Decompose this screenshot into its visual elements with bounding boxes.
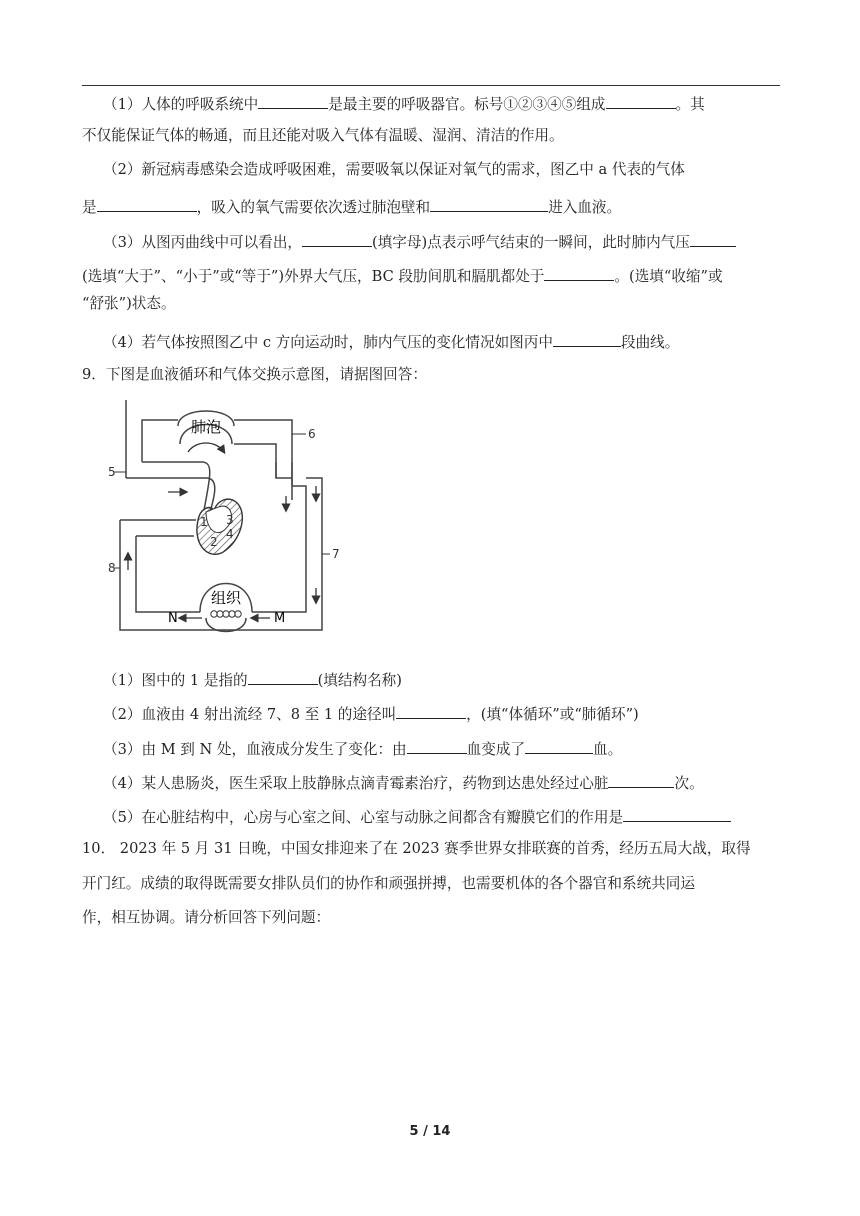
- q9-part5: [103, 805, 731, 828]
- answer-blank[interactable]: [97, 195, 197, 212]
- text: ，(填“体循环”或“肺循环”): [466, 706, 639, 723]
- q10-line2: 开门红。成绩的取得既需要女排队员们的协作和顽强拼搏，也需要机体的各个器官和系统共同运: [82, 875, 695, 892]
- text: 血变成了: [466, 741, 526, 758]
- text: 。其: [675, 96, 705, 113]
- q9-title: 9．下图是血液循环和气体交换示意图，请据图回答：: [82, 366, 427, 383]
- label-6: 6: [308, 427, 316, 441]
- text: 段曲线。: [620, 334, 680, 351]
- label-8: 8: [108, 561, 116, 575]
- text: （3）由 M 到 N 处，血液成分发生了变化：由: [103, 741, 407, 758]
- q9-part3: [103, 737, 622, 760]
- text: 是: [82, 199, 97, 216]
- label-7: 7: [332, 547, 340, 561]
- vessel-6-outer: [234, 420, 306, 568]
- text: （4）某人患肠炎，医生采取上肢静脉点滴青霉素治疗，药物到达患处经过心脏: [103, 775, 609, 792]
- text: 进入血液。: [548, 199, 622, 216]
- answer-blank[interactable]: [407, 737, 467, 754]
- q8-part4: [103, 330, 679, 353]
- q10-line3: 作，相互协调。请分析回答下列问题：: [82, 909, 331, 926]
- blood-circulation-diagram: [106, 400, 346, 636]
- label-n: N: [168, 611, 178, 626]
- label-1: 1: [200, 515, 208, 529]
- q8-part1-line2: 不仅能保证气体的畅通，而且还能对吸入气体有温暖、湿润、清洁的作用。: [82, 127, 564, 144]
- answer-blank[interactable]: [248, 668, 318, 685]
- text: （1）人体的呼吸系统中: [103, 96, 259, 113]
- text: 是最主要的呼吸器官。标号①②③④⑤组成: [328, 96, 606, 113]
- q8-part3-line1: [103, 230, 736, 253]
- answer-blank[interactable]: [553, 330, 621, 347]
- text: (填字母)点表示呼气结束的一瞬间，此时肺内气压: [372, 234, 690, 251]
- q8-part2-line2: [82, 195, 621, 218]
- q8-part1-line1: [103, 92, 705, 115]
- text: 次。: [674, 775, 704, 792]
- answer-blank[interactable]: [690, 230, 736, 247]
- q9-part4: [103, 771, 704, 794]
- text: 血。: [593, 741, 623, 758]
- label-4: 4: [226, 527, 234, 541]
- text: （5）在心脏结构中，心房与心室之间、心室与动脉之间都含有瓣膜它们的作用是: [103, 809, 624, 826]
- label-m: M: [274, 611, 286, 626]
- text: (填结构名称): [317, 672, 402, 689]
- answer-blank[interactable]: [396, 702, 466, 719]
- q8-part2-line1: （2）新冠病毒感染会造成呼吸困难，需要吸氧以保证对氧气的需求，图乙中 a 代表的气体: [103, 161, 685, 178]
- tissue-label: 组织: [210, 589, 242, 607]
- tissue-cells-icon: [211, 611, 241, 617]
- header-rule: [82, 85, 780, 86]
- label-5: 5: [108, 465, 116, 479]
- text: （4）若气体按照图乙中 c 方向运动时，肺内气压的变化情况如图丙中: [103, 334, 553, 351]
- q8-part3-line3: “舒张”)状态。: [82, 295, 176, 312]
- q8-part3-line2: [82, 264, 723, 287]
- answer-blank[interactable]: [623, 805, 731, 822]
- gas-exchange-arrow: [188, 443, 224, 452]
- page-number: 5 / 14: [409, 1124, 451, 1139]
- label-3: 3: [226, 513, 234, 527]
- answer-blank[interactable]: [430, 195, 548, 212]
- answer-blank[interactable]: [302, 230, 372, 247]
- answer-blank[interactable]: [608, 771, 674, 788]
- text: 。(选填“收缩”或: [614, 268, 723, 285]
- text: ，吸入的氧气需要依次透过肺泡壁和: [196, 199, 431, 216]
- label-2: 2: [210, 535, 218, 549]
- text: （2）血液由 4 射出流经 7、8 至 1 的途径叫: [103, 706, 397, 723]
- text: （1）图中的 1 是指的: [103, 672, 248, 689]
- answer-blank[interactable]: [258, 92, 328, 109]
- answer-blank[interactable]: [606, 92, 676, 109]
- answer-blank[interactable]: [525, 737, 593, 754]
- answer-blank[interactable]: [544, 264, 614, 281]
- text: (选填“大于”、“小于”或“等于”)外界大气压，BC 段肋间肌和膈肌都处于: [82, 268, 545, 285]
- q10-line1: 10． 2023 年 5 月 31 日晚，中国女排迎来了在 2023 赛季世界女排联赛的首秀，经历五局大战，取得: [82, 840, 751, 857]
- alveolus-label: 肺泡: [190, 418, 222, 436]
- q9-part1: [103, 668, 402, 691]
- text: （3）从图丙曲线中可以看出，: [103, 234, 303, 251]
- q9-part2: [103, 702, 639, 725]
